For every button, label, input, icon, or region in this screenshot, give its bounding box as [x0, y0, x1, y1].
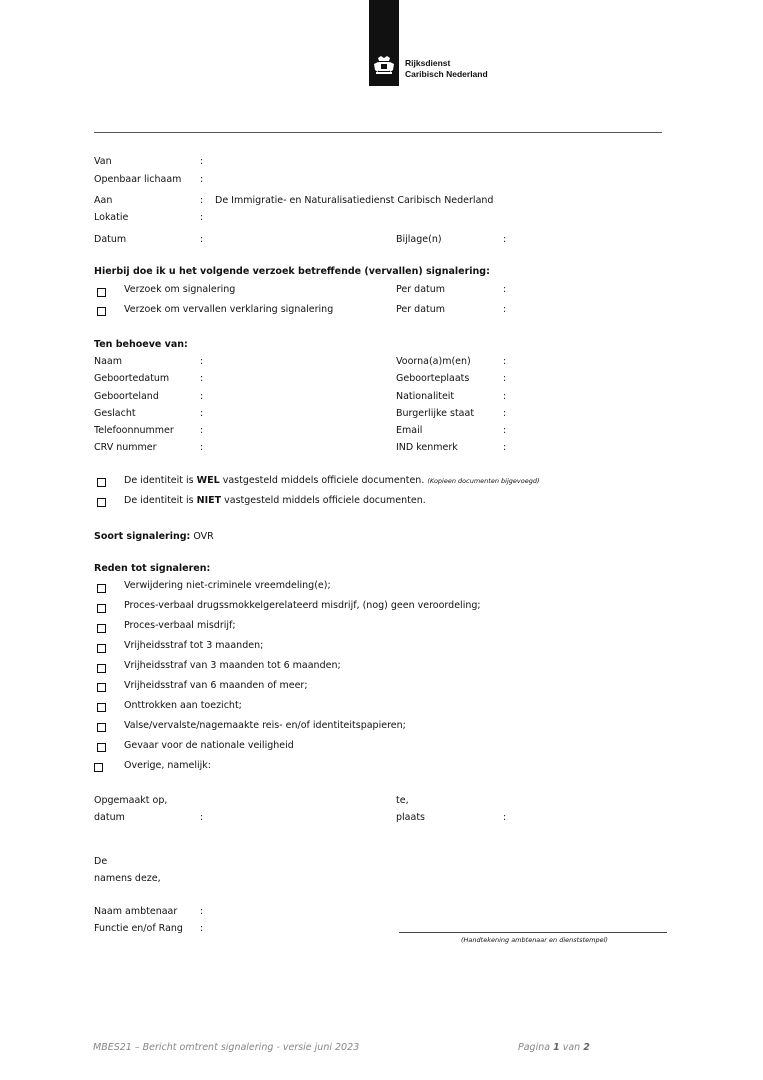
label-geslacht: Geslacht: [94, 408, 136, 419]
crest-icon: [372, 54, 396, 76]
checkbox-reason[interactable]: [97, 624, 106, 633]
colon: :: [200, 425, 204, 436]
checkbox-reason[interactable]: [97, 584, 106, 593]
colon: :: [200, 195, 204, 206]
reason-item: Valse/vervalste/nagemaakte reis- en/of identiteitspapieren;: [124, 720, 406, 731]
colon: :: [503, 284, 507, 295]
identiteit-niet-pre: De identiteit is: [124, 495, 197, 506]
label-naam-ambtenaar: Naam ambtenaar: [94, 906, 178, 917]
colon: :: [200, 234, 204, 245]
header-rule: [94, 132, 662, 133]
label-van: Van: [94, 156, 112, 167]
reason-item: Onttrokken aan toezicht;: [124, 700, 242, 711]
logo-bar: [369, 0, 399, 86]
colon: :: [503, 442, 507, 453]
option-verzoek-signalering: Verzoek om signalering: [124, 284, 236, 295]
footer-page-total: 2: [583, 1042, 590, 1053]
label-te: te,: [396, 795, 409, 806]
checkbox-reason[interactable]: [97, 703, 106, 712]
colon: :: [200, 408, 204, 419]
reason-item: Gevaar voor de nationale veiligheid: [124, 740, 294, 751]
checkbox-identiteit-niet[interactable]: [97, 498, 106, 507]
label-per-datum: Per datum: [396, 284, 446, 295]
soort-value: OVR: [190, 531, 214, 542]
label-ind-kenmerk: IND kenmerk: [396, 442, 458, 453]
label-crv-nummer: CRV nummer: [94, 442, 157, 453]
reasons-heading: Reden tot signaleren:: [94, 563, 211, 574]
label-de: De: [94, 856, 108, 867]
identiteit-niet-post: vastgesteld middels officiele documenten.: [221, 495, 426, 506]
label-bijlage: Bijlage(n): [396, 234, 442, 245]
label-aan: Aan: [94, 195, 113, 206]
label-lokatie: Lokatie: [94, 212, 129, 223]
label-voornamen: Voorna(a)m(en): [396, 356, 471, 367]
colon: :: [503, 373, 507, 384]
label-naam: Naam: [94, 356, 123, 367]
aan-value: De Immigratie- en Naturalisatiedienst Caribisch Nederland: [215, 195, 494, 206]
identiteit-niet-text: [124, 495, 426, 506]
footer-page-current: 1: [553, 1042, 560, 1053]
footer-page-mid: van: [559, 1042, 584, 1053]
checkbox-reason[interactable]: [97, 723, 106, 732]
checkbox-reason[interactable]: [97, 743, 106, 752]
checkbox-reason[interactable]: [97, 683, 106, 692]
label-datum: Datum: [94, 234, 127, 245]
label-plaats: plaats: [396, 812, 425, 823]
colon: :: [200, 373, 204, 384]
signature-caption: (Handtekening ambtenaar en dienststempel): [461, 936, 608, 944]
footer-page-pre: Pagina: [518, 1042, 554, 1053]
identiteit-wel-bold: WEL: [196, 475, 220, 486]
option-vervallen-verklaring: Verzoek om vervallen verklaring signalering: [124, 304, 334, 315]
checkbox-reason[interactable]: [97, 644, 106, 653]
checkbox-reason[interactable]: [97, 664, 106, 673]
checkbox-identiteit-wel[interactable]: [97, 478, 106, 487]
colon: :: [200, 212, 204, 223]
label-geboorteland: Geboorteland: [94, 391, 159, 402]
reason-item: Proces-verbaal drugssmokkelgerelateerd misdrijf, (nog) geen veroordeling;: [124, 600, 481, 611]
label-openbaar-lichaam: Openbaar lichaam: [94, 174, 182, 185]
footer-document-id: MBES21 – Bericht omtrent signalering - versie juni 2023: [93, 1042, 360, 1053]
label-burgerlijke-staat: Burgerlijke staat: [396, 408, 475, 419]
colon: :: [503, 356, 507, 367]
colon: :: [503, 408, 507, 419]
request-heading: Hierbij doe ik u het volgende verzoek betreffende (vervallen) signalering:: [94, 266, 490, 277]
label-opgemaakt-op: Opgemaakt op,: [94, 795, 168, 806]
identiteit-wel-note: (Kopieen documenten bijgevoegd): [427, 477, 540, 485]
reason-item: Proces-verbaal misdrijf;: [124, 620, 236, 631]
colon: :: [200, 906, 204, 917]
reason-item: Vrijheidsstraf van 3 maanden tot 6 maanden;: [124, 660, 341, 671]
person-heading: Ten behoeve van:: [94, 339, 188, 350]
label-nationaliteit: Nationaliteit: [396, 391, 455, 402]
colon: :: [200, 156, 204, 167]
colon: :: [200, 812, 204, 823]
colon: :: [503, 234, 507, 245]
logo-line-1: Rijksdienst: [405, 58, 451, 68]
soort-signalering: [94, 531, 214, 542]
soort-label: Soort signalering:: [94, 531, 191, 542]
colon: :: [200, 174, 204, 185]
reason-item: Vrijheidsstraf tot 3 maanden;: [124, 640, 264, 651]
signature-line: [399, 932, 667, 933]
checkbox-reason-overige[interactable]: [94, 763, 103, 772]
checkbox-verzoek-signalering[interactable]: [97, 288, 106, 297]
checkbox-reason[interactable]: [97, 604, 106, 613]
colon: :: [503, 425, 507, 436]
colon: :: [200, 391, 204, 402]
label-geboortedatum: Geboortedatum: [94, 373, 170, 384]
logo-text: [405, 58, 488, 80]
label-datum-ondertekening: datum: [94, 812, 125, 823]
colon: :: [200, 356, 204, 367]
identiteit-wel-post: vastgesteld middels officiele documenten.: [219, 475, 428, 486]
colon: :: [200, 442, 204, 453]
reason-item: Overige, namelijk:: [124, 760, 211, 771]
footer-page-number: [518, 1042, 590, 1053]
colon: :: [503, 812, 507, 823]
label-functie-rang: Functie en/of Rang: [94, 923, 183, 934]
label-namens-deze: namens deze,: [94, 873, 161, 884]
label-telefoonnummer: Telefoonnummer: [94, 425, 174, 436]
identiteit-niet-bold: NIET: [196, 495, 222, 506]
checkbox-vervallen-verklaring[interactable]: [97, 307, 106, 316]
label-geboorteplaats: Geboorteplaats: [396, 373, 470, 384]
identiteit-wel-pre: De identiteit is: [124, 475, 197, 486]
identiteit-wel-text: [124, 475, 540, 486]
colon: :: [503, 304, 507, 315]
colon: :: [200, 923, 204, 934]
reason-item: Verwijdering niet-criminele vreemdeling(e);: [124, 580, 331, 591]
reason-item: Vrijheidsstraf van 6 maanden of meer;: [124, 680, 308, 691]
logo-line-2: Caribisch Nederland: [405, 69, 488, 79]
label-per-datum: Per datum: [396, 304, 446, 315]
colon: :: [503, 391, 507, 402]
label-email: Email: [396, 425, 423, 436]
